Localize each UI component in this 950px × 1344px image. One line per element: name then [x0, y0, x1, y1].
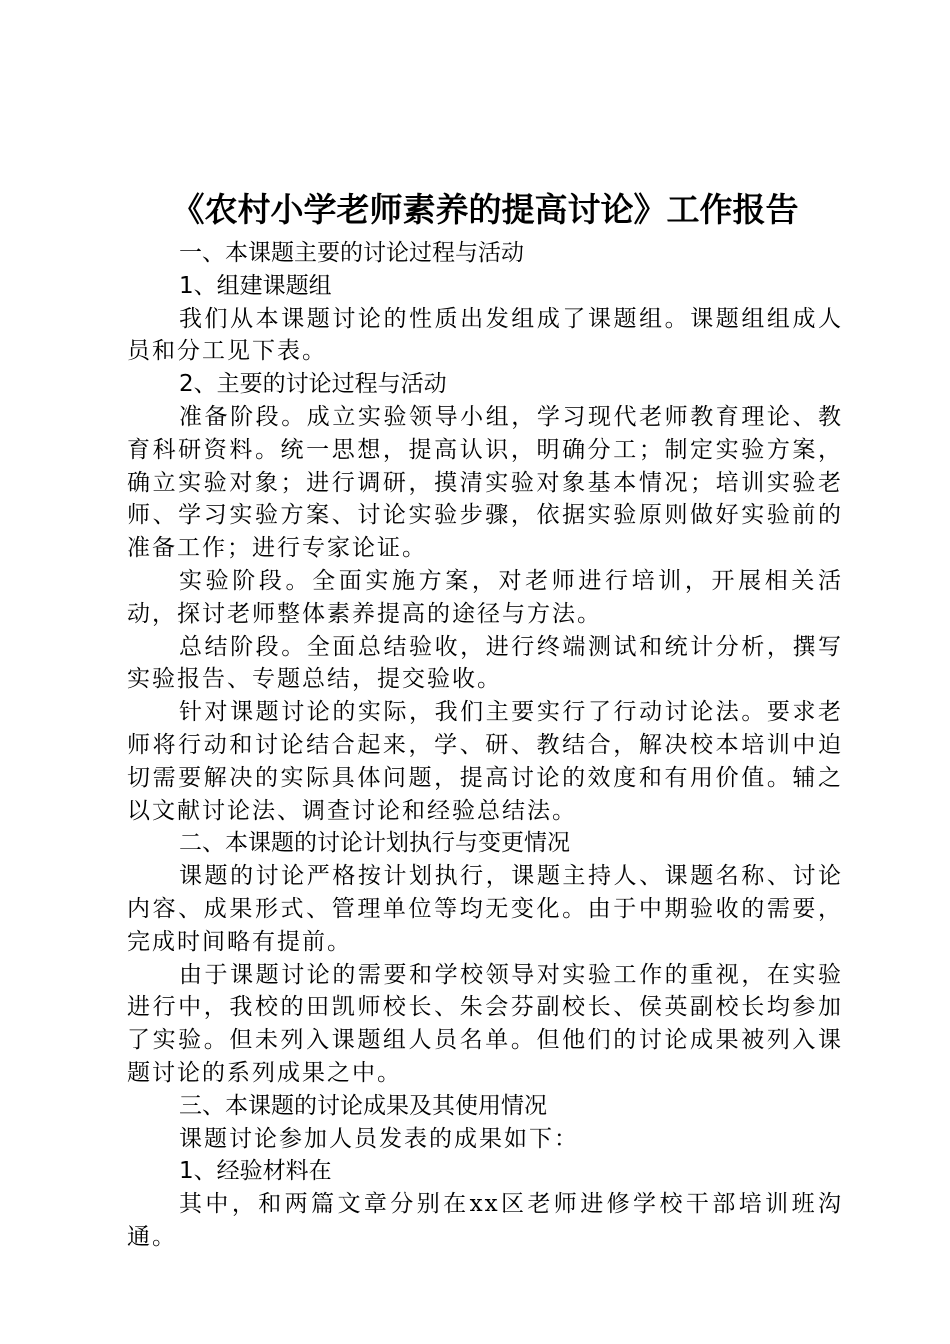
document-page: [127, 183, 843, 1254]
paragraph: 我们从本课题讨论的性质出发组成了课题组。课题组组成人员和分工见下表。: [127, 305, 843, 365]
section-heading-3: 三、本课题的讨论成果及其使用情况: [179, 1092, 547, 1119]
paragraph: 实验阶段。全面实施方案，对老师进行培训，开展相关活动，探讨老师整体素养提高的途径与方法。: [127, 567, 843, 627]
document-title: 《农村小学老师素养的提高讨论》工作报告: [171, 190, 799, 229]
subheading-1-2: 2、主要的讨论过程与活动: [179, 371, 447, 398]
paragraph: 准备阶段。成立实验领导小组，学习现代老师教育理论、教育科研资料。统一思想，提高认识，明确分工；制定实验方案，确立实验对象；进行调研，摸清实验对象基本情况；培训实验老师、学习实验方案、讨论实验步骤，依据实验原则做好实验前的准备工作；进行专家论证。: [127, 403, 843, 562]
paragraph: 课题的讨论严格按计划执行，课题主持人、课题名称、讨论内容、成果形式、管理单位等均无变化。由于中期验收的需要，完成时间略有提前。: [127, 863, 843, 955]
paragraph: 课题讨论参加人员发表的成果如下：: [179, 1125, 579, 1152]
paragraph: 针对课题讨论的实际，我们主要实行了行动讨论法。要求老师将行动和讨论结合起来，学、研、教结合，解决校本培训中迫切需要解决的实际具体问题，提高讨论的效度和有用价值。辅之以文献讨论法、调查讨论和经验总结法。: [127, 699, 843, 824]
section-heading-2: 二、本课题的讨论计划执行与变更情况: [179, 830, 570, 857]
paragraph: 其中，和两篇文章分别在xx区老师进修学校干部培训班沟通。: [127, 1191, 843, 1250]
document-body: [127, 237, 843, 1254]
section-heading-1: 一、本课题主要的讨论过程与活动: [179, 240, 524, 266]
subheading-3-1: 1、经验材料在: [179, 1158, 332, 1185]
paragraph: 总结阶段。全面总结验收，进行终端测试和统计分析，撰写实验报告、专题总结，提交验收。: [127, 633, 843, 693]
paragraph: 由于课题讨论的需要和学校领导对实验工作的重视，在实验进行中，我校的田凯师校长、朱会芬副校长、侯英副校长均参加了实验。但未列入课题组人员名单。但他们的讨论成果被列入课题讨论的系列成果之中。: [127, 961, 843, 1086]
subheading-1-1: 1、组建课题组: [179, 272, 332, 299]
